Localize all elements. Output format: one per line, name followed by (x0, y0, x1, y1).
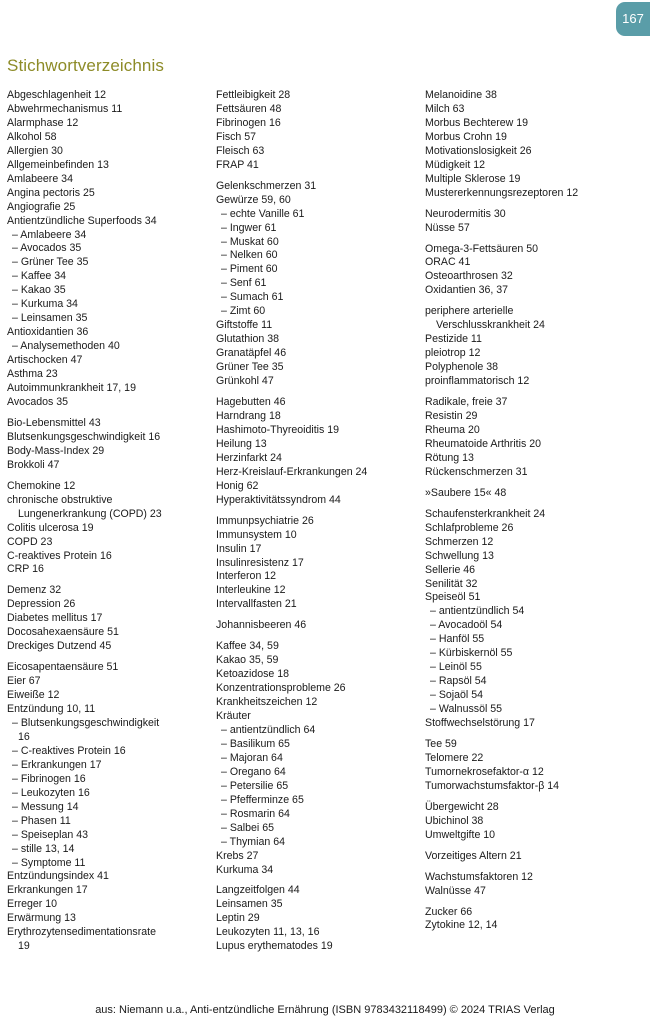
index-group (425, 850, 645, 864)
index-entry: – stille 13, 14 (12, 842, 75, 855)
index-entry: Ubichinol 38 (425, 814, 484, 827)
index-entry: – Senf 61 (221, 277, 267, 290)
index-entry: – Avocados 35 (12, 242, 82, 255)
index-entry: – antientzündlich 64 (221, 723, 316, 736)
index-entry: Fettleibigkeit 28 (216, 89, 291, 101)
source-footer: aus: Niemann u.a., Anti-entzündliche Ernährung (ISBN 9783432118499) © 2024 TRIAS Verlag (95, 1004, 555, 1016)
index-entry: proinflammatorisch 12 (425, 375, 530, 388)
index-entry: Kräuter (216, 710, 251, 723)
index-group (425, 906, 645, 934)
index-entry: Stoffwechselstörung 17 (425, 717, 535, 730)
index-entry: Immunsystem 10 (216, 528, 297, 541)
index-entry: Johannisbeeren 46 (216, 619, 307, 632)
index-group (425, 801, 645, 843)
index-entry: periphere arterielle (425, 305, 514, 318)
index-entry: Eiweiße 12 (7, 689, 60, 702)
index-entry: Tee 59 (425, 737, 457, 750)
index-entry: Rückenschmerzen 31 (425, 465, 528, 478)
index-entry: Diabetes mellitus 17 (7, 612, 103, 625)
index-entry: Immunpsychiatrie 26 (216, 514, 314, 527)
index-entry: – Phasen 11 (12, 814, 71, 827)
index-entry: Walnüsse 47 (425, 884, 486, 897)
index-entry: Abgeschlagenheit 12 (7, 89, 106, 101)
index-column-1 (7, 89, 207, 961)
index-entry: Bio-Lebensmittel 43 (7, 416, 101, 429)
index-entry: Mustererkennungsrezeptoren 12 (425, 186, 579, 199)
index-entry: Fettsäuren 48 (216, 102, 282, 115)
index-entry: Resistin 29 (425, 410, 478, 423)
index-entry: Rheuma 20 (425, 423, 480, 436)
index-entry: Langzeitfolgen 44 (216, 884, 300, 897)
index-entry: Granatäpfel 46 (216, 347, 287, 360)
index-entry: Allergien 30 (7, 144, 63, 157)
index-entry: Grüner Tee 35 (216, 361, 284, 374)
index-entry: Tumornekrosefaktor-α 12 (425, 765, 544, 778)
index-group (7, 661, 207, 954)
index-entry: Artischocken 47 (7, 354, 83, 367)
index-entry: Amlabeere 34 (7, 172, 73, 185)
index-entry: Herz-Kreislauf-Erkrankungen 24 (216, 465, 368, 478)
index-entry: Erwärmung 13 (7, 912, 76, 925)
index-entry: – Majoran 64 (221, 751, 283, 764)
index-entry: Hyperaktivitätssyndrom 44 (216, 493, 341, 506)
index-entry: – Blutsenkungsgeschwindigkeit (12, 716, 160, 729)
index-group (425, 508, 645, 731)
index-entry: Wachstumsfaktoren 12 (425, 870, 533, 883)
index-entry: Antientzündliche Superfoods 34 (7, 214, 157, 227)
index-entry: – Sumach 61 (221, 291, 284, 304)
index-entry: Erreger 10 (7, 898, 58, 911)
index-entry: – Grüner Tee 35 (12, 256, 89, 269)
index-entry: Eier 67 (7, 675, 41, 688)
index-entry: Giftstoffe 11 (216, 319, 273, 332)
index-entry: – Speiseplan 43 (12, 828, 88, 841)
index-entry: – C-reaktives Protein 16 (12, 744, 126, 757)
index-entry: Abwehrmechanismus 11 (7, 102, 123, 115)
index-column-2 (216, 89, 416, 961)
index-entry: – Oregano 64 (221, 765, 286, 778)
index-group (425, 738, 645, 794)
index-entry: – Walnussöl 55 (430, 703, 503, 716)
index-group (216, 619, 416, 633)
index-entry: Lungenerkrankung (COPD) 23 (18, 507, 162, 520)
index-group (216, 515, 416, 613)
index-entry: Antioxidantien 36 (7, 326, 89, 339)
index-entry: Schaufensterkrankheit 24 (425, 507, 546, 520)
index-group (425, 305, 645, 389)
index-entry: – Ingwer 61 (221, 221, 277, 234)
index-entry: – Rosmarin 64 (221, 807, 290, 820)
index-entry: Osteoarthrosen 32 (425, 270, 513, 283)
index-entry: Interleukine 12 (216, 584, 286, 597)
index-entry: Angina pectoris 25 (7, 186, 95, 199)
index-entry: Honig 62 (216, 479, 259, 492)
index-entry: »Saubere 15« 48 (425, 486, 507, 499)
index-entry: Ketoazidose 18 (216, 668, 290, 681)
index-entry: – Kurkuma 34 (12, 298, 78, 311)
index-entry: Erythrozytensedimentationsrate (7, 926, 156, 939)
index-entry: Dreckiges Dutzend 45 (7, 640, 112, 653)
index-group (7, 480, 207, 578)
index-group (216, 640, 416, 877)
index-entry: Hashimoto-Thyreoiditis 19 (216, 423, 340, 436)
index-entry: – antientzündlich 54 (430, 605, 525, 618)
index-entry: FRAP 41 (216, 158, 259, 171)
index-entry: – Amlabeere 34 (12, 228, 87, 241)
index-group (216, 180, 416, 389)
index-entry: – Kürbiskernöl 55 (430, 647, 513, 660)
index-entry: Schwellung 13 (425, 549, 494, 562)
index-entry: Omega-3-Fettsäuren 50 (425, 242, 539, 255)
index-entry: Krebs 27 (216, 849, 259, 862)
index-entry: CRP 16 (7, 563, 44, 576)
index-entry: Konzentrationsprobleme 26 (216, 682, 346, 695)
index-entry: Müdigkeit 12 (425, 158, 486, 171)
index-entry: – Erkrankungen 17 (12, 758, 102, 771)
index-entry: Intervallfasten 21 (216, 598, 297, 611)
index-entry: Rheumatoide Arthritis 20 (425, 437, 542, 450)
index-column-3 (425, 89, 645, 940)
index-entry: Leptin 29 (216, 912, 260, 925)
index-entry: Speiseöl 51 (425, 591, 481, 604)
index-group (216, 884, 416, 954)
index-entry: – Fibrinogen 16 (12, 772, 86, 785)
index-group (216, 396, 416, 508)
index-entry: chronische obstruktive (7, 493, 113, 506)
index-entry: Hagebutten 46 (216, 396, 286, 409)
index-entry: C-reaktives Protein 16 (7, 549, 112, 562)
index-entry: Milch 63 (425, 102, 465, 115)
index-group (7, 584, 207, 654)
index-entry: Gewürze 59, 60 (216, 193, 291, 206)
index-entry: Depression 26 (7, 598, 76, 611)
index-entry: Sellerie 46 (425, 563, 476, 576)
index-entry: Verschlusskrankheit 24 (436, 319, 545, 332)
index-entry: Melanoidine 38 (425, 89, 497, 101)
index-group (7, 89, 207, 410)
index-entry: ORAC 41 (425, 256, 471, 269)
index-entry: Fibrinogen 16 (216, 116, 281, 129)
index-group (425, 396, 645, 480)
index-entry: Lupus erythematodes 19 (216, 940, 333, 953)
index-entry: – Rapsöl 54 (430, 675, 487, 688)
index-group (216, 89, 416, 173)
index-entry: – Symptome 11 (12, 856, 86, 869)
index-entry: – Hanföl 55 (430, 633, 485, 646)
index-entry: – Thymian 64 (221, 835, 285, 848)
index-entry: – Kaffee 34 (12, 270, 66, 283)
index-entry: Alarmphase 12 (7, 116, 79, 129)
index-entry: COPD 23 (7, 535, 53, 548)
index-entry: – Basilikum 65 (221, 737, 290, 750)
index-entry: Übergewicht 28 (425, 800, 499, 813)
index-entry: Harndrang 18 (216, 409, 281, 422)
index-entry: Vorzeitiges Altern 21 (425, 849, 522, 862)
index-entry: Morbus Bechterew 19 (425, 116, 529, 129)
index-entry: Angiografie 25 (7, 200, 76, 213)
index-entry: Krankheitszeichen 12 (216, 696, 318, 709)
index-entry: – Leukozyten 16 (12, 786, 90, 799)
index-entry: Colitis ulcerosa 19 (7, 521, 94, 534)
index-entry: – Messung 14 (12, 800, 79, 813)
index-entry: Schlafprobleme 26 (425, 521, 514, 534)
index-entry: Erkrankungen 17 (7, 884, 88, 897)
index-entry: Fleisch 63 (216, 144, 265, 157)
index-entry: Kaffee 34, 59 (216, 640, 279, 653)
index-entry: Insulinresistenz 17 (216, 556, 304, 569)
index-entry: Docosahexaensäure 51 (7, 626, 119, 639)
index-entry: Rötung 13 (425, 451, 474, 464)
index-entry: Neurodermitis 30 (425, 207, 506, 220)
index-entry: Eicosapentaensäure 51 (7, 661, 119, 674)
index-entry: Allgemeinbefinden 13 (7, 158, 109, 171)
index-entry: – Sojaöl 54 (430, 689, 484, 702)
index-entry: Body-Mass-Index 29 (7, 444, 105, 457)
index-entry: Polyphenole 38 (425, 361, 499, 374)
index-entry: Fisch 57 (216, 130, 257, 143)
index-entry: Brokkoli 47 (7, 458, 60, 471)
index-entry: Motivationslosigkeit 26 (425, 144, 532, 157)
index-entry: Glutathion 38 (216, 333, 280, 346)
index-entry: – Zimt 60 (221, 305, 266, 318)
index-group (7, 417, 207, 473)
index-entry: Schmerzen 12 (425, 535, 494, 548)
index-entry: Umweltgifte 10 (425, 828, 496, 841)
index-entry: – Nelken 60 (221, 249, 278, 262)
index-entry: Kakao 35, 59 (216, 654, 279, 667)
index-entry: Tumorwachstumsfaktor-β 14 (425, 779, 560, 792)
index-entry: Zucker 66 (425, 905, 473, 918)
index-group (425, 243, 645, 299)
page-title: Stichwortverzeichnis (7, 56, 164, 75)
index-entry: Nüsse 57 (425, 221, 470, 234)
index-entry: Radikale, freie 37 (425, 396, 508, 409)
index-entry: – Piment 60 (221, 263, 278, 276)
index-group (425, 208, 645, 236)
index-group (425, 871, 645, 899)
index-entry: 19 (18, 940, 30, 953)
index-entry: Asthma 23 (7, 368, 58, 381)
index-entry: Oxidantien 36, 37 (425, 284, 509, 297)
index-entry: Gelenkschmerzen 31 (216, 179, 317, 192)
index-entry: Entzündungsindex 41 (7, 870, 109, 883)
index-entry: 16 (18, 730, 30, 743)
index-entry: Leinsamen 35 (216, 898, 283, 911)
index-entry: Kurkuma 34 (216, 863, 274, 876)
index-entry: Herzinfarkt 24 (216, 451, 282, 464)
index-entry: Alkohol 58 (7, 130, 57, 143)
index-entry: – Analysemethoden 40 (12, 340, 120, 353)
index-entry: Leukozyten 11, 13, 16 (216, 926, 320, 939)
index-entry: – Leinsamen 35 (12, 312, 88, 325)
index-entry: Zytokine 12, 14 (425, 919, 498, 932)
index-entry: Telomere 22 (425, 751, 484, 764)
index-entry: Pestizide 11 (425, 333, 482, 346)
index-entry: – echte Vanille 61 (221, 207, 305, 220)
index-entry: – Muskat 60 (221, 235, 279, 248)
index-entry: – Salbei 65 (221, 821, 275, 834)
index-entry: Insulin 17 (216, 542, 262, 555)
index-group (425, 89, 645, 201)
index-entry: – Avocadoöl 54 (430, 619, 503, 632)
page-number-badge: 167 (616, 2, 650, 36)
index-entry: Multiple Sklerose 19 (425, 172, 521, 185)
index-entry: – Pfefferminze 65 (221, 793, 304, 806)
index-entry: Demenz 32 (7, 584, 62, 597)
index-entry: Autoimmunkrankheit 17, 19 (7, 382, 136, 395)
index-entry: Morbus Crohn 19 (425, 130, 507, 143)
index-entry: Interferon 12 (216, 570, 277, 583)
index-entry: Entzündung 10, 11 (7, 703, 96, 716)
index-entry: pleiotrop 12 (425, 347, 481, 360)
index-entry: – Petersilie 65 (221, 779, 289, 792)
index-entry: Blutsenkungsgeschwindigkeit 16 (7, 430, 161, 443)
index-entry: Avocados 35 (7, 395, 69, 408)
index-entry: Heilung 13 (216, 437, 267, 450)
index-entry: Senilität 32 (425, 577, 478, 590)
index-group (425, 487, 645, 501)
index-entry: Chemokine 12 (7, 479, 76, 492)
index-entry: – Leinöl 55 (430, 661, 482, 674)
index-entry: – Kakao 35 (12, 284, 66, 297)
index-entry: Grünkohl 47 (216, 375, 274, 388)
